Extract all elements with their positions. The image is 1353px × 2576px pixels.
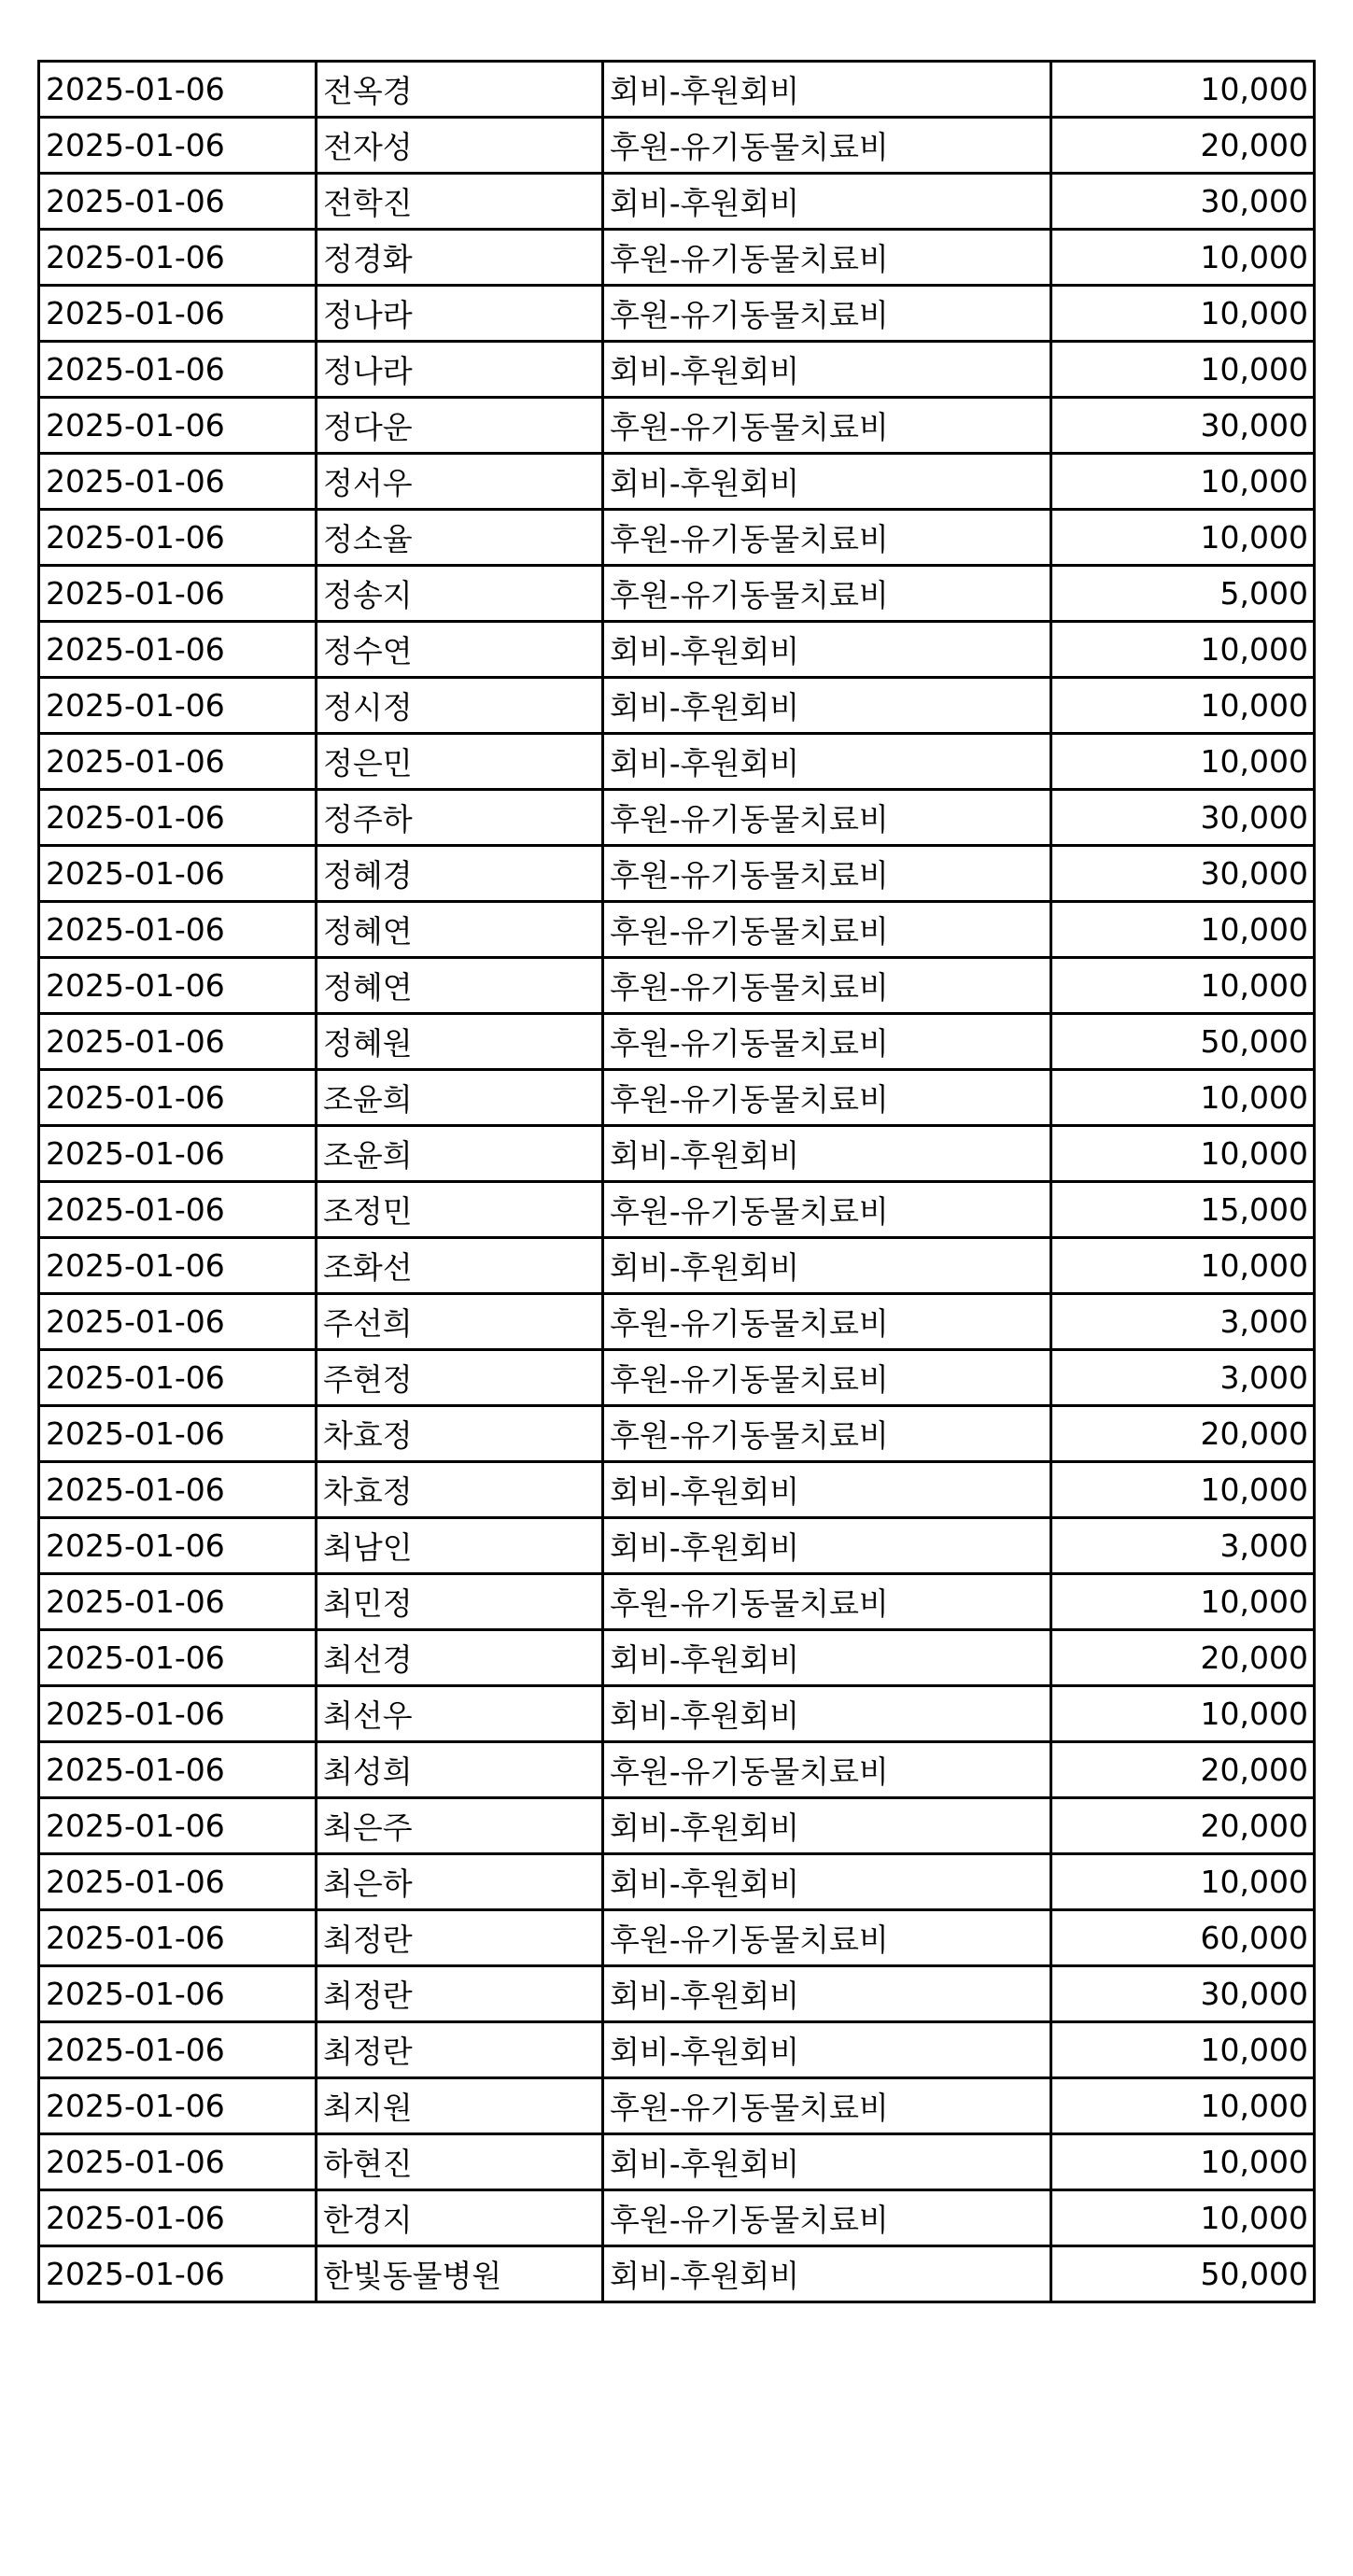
amount-cell: 20,000	[1051, 1798, 1315, 1854]
type-cell: 후원-유기동물치료비	[603, 1014, 1051, 1070]
amount-cell: 10,000	[1051, 678, 1315, 734]
name-cell: 정송지	[317, 566, 603, 622]
table-row	[39, 2190, 1315, 2246]
name-cell: 최선우	[317, 1686, 603, 1742]
name-cell: 주현정	[317, 1350, 603, 1406]
amount-cell: 50,000	[1051, 2246, 1315, 2302]
date-cell: 2025-01-06	[39, 398, 317, 454]
amount-cell: 10,000	[1051, 1238, 1315, 1294]
amount-cell: 10,000	[1051, 1686, 1315, 1742]
table-row	[39, 566, 1315, 622]
type-cell: 후원-유기동물치료비	[603, 1742, 1051, 1798]
type-cell: 회비-후원회비	[603, 174, 1051, 230]
date-cell: 2025-01-06	[39, 1182, 317, 1238]
name-cell: 정혜연	[317, 958, 603, 1014]
table-row	[39, 1014, 1315, 1070]
amount-cell: 30,000	[1051, 846, 1315, 902]
date-cell: 2025-01-06	[39, 1014, 317, 1070]
date-cell: 2025-01-06	[39, 1910, 317, 1966]
date-cell: 2025-01-06	[39, 118, 317, 174]
amount-cell: 10,000	[1051, 1126, 1315, 1182]
amount-cell: 20,000	[1051, 1630, 1315, 1686]
table-row	[39, 1742, 1315, 1798]
type-cell: 후원-유기동물치료비	[603, 2190, 1051, 2246]
type-cell: 회비-후원회비	[603, 454, 1051, 510]
amount-cell: 20,000	[1051, 118, 1315, 174]
date-cell: 2025-01-06	[39, 454, 317, 510]
type-cell: 후원-유기동물치료비	[603, 566, 1051, 622]
date-cell: 2025-01-06	[39, 958, 317, 1014]
name-cell: 최정란	[317, 1966, 603, 2022]
type-cell: 회비-후원회비	[603, 1854, 1051, 1910]
type-cell: 회비-후원회비	[603, 2134, 1051, 2190]
amount-cell: 30,000	[1051, 1966, 1315, 2022]
table-row	[39, 230, 1315, 286]
type-cell: 회비-후원회비	[603, 1630, 1051, 1686]
date-cell: 2025-01-06	[39, 734, 317, 790]
type-cell: 회비-후원회비	[603, 734, 1051, 790]
table-row	[39, 510, 1315, 566]
type-cell: 후원-유기동물치료비	[603, 1294, 1051, 1350]
date-cell: 2025-01-06	[39, 2078, 317, 2134]
date-cell: 2025-01-06	[39, 1574, 317, 1630]
amount-cell: 10,000	[1051, 2190, 1315, 2246]
amount-cell: 10,000	[1051, 230, 1315, 286]
type-cell: 회비-후원회비	[603, 1462, 1051, 1518]
name-cell: 한경지	[317, 2190, 603, 2246]
type-cell: 후원-유기동물치료비	[603, 790, 1051, 846]
amount-cell: 10,000	[1051, 1574, 1315, 1630]
type-cell: 후원-유기동물치료비	[603, 510, 1051, 566]
table-row	[39, 286, 1315, 342]
name-cell: 정주하	[317, 790, 603, 846]
date-cell: 2025-01-06	[39, 510, 317, 566]
type-cell: 회비-후원회비	[603, 2022, 1051, 2078]
date-cell: 2025-01-06	[39, 1126, 317, 1182]
amount-cell: 20,000	[1051, 1406, 1315, 1462]
table-row	[39, 1910, 1315, 1966]
amount-cell: 30,000	[1051, 790, 1315, 846]
amount-cell: 3,000	[1051, 1294, 1315, 1350]
amount-cell: 30,000	[1051, 174, 1315, 230]
table-row	[39, 118, 1315, 174]
name-cell: 최지원	[317, 2078, 603, 2134]
table-row	[39, 62, 1315, 118]
date-cell: 2025-01-06	[39, 902, 317, 958]
table-row	[39, 846, 1315, 902]
name-cell: 주선희	[317, 1294, 603, 1350]
amount-cell: 3,000	[1051, 1350, 1315, 1406]
name-cell: 정다운	[317, 398, 603, 454]
type-cell: 후원-유기동물치료비	[603, 1910, 1051, 1966]
amount-cell: 10,000	[1051, 1070, 1315, 1126]
type-cell: 회비-후원회비	[603, 1686, 1051, 1742]
type-cell: 후원-유기동물치료비	[603, 230, 1051, 286]
table-row	[39, 1126, 1315, 1182]
date-cell: 2025-01-06	[39, 1854, 317, 1910]
name-cell: 정서우	[317, 454, 603, 510]
table-row	[39, 2134, 1315, 2190]
date-cell: 2025-01-06	[39, 1742, 317, 1798]
table-row	[39, 1294, 1315, 1350]
type-cell: 후원-유기동물치료비	[603, 1350, 1051, 1406]
name-cell: 정나라	[317, 286, 603, 342]
table-row	[39, 2022, 1315, 2078]
type-cell: 회비-후원회비	[603, 1518, 1051, 1574]
amount-cell: 10,000	[1051, 62, 1315, 118]
table-row	[39, 2246, 1315, 2302]
amount-cell: 10,000	[1051, 622, 1315, 678]
table-row	[39, 678, 1315, 734]
type-cell: 회비-후원회비	[603, 622, 1051, 678]
date-cell: 2025-01-06	[39, 2134, 317, 2190]
name-cell: 한빛동물병원	[317, 2246, 603, 2302]
date-cell: 2025-01-06	[39, 1518, 317, 1574]
amount-cell: 10,000	[1051, 2022, 1315, 2078]
table-row	[39, 174, 1315, 230]
date-cell: 2025-01-06	[39, 678, 317, 734]
type-cell: 후원-유기동물치료비	[603, 1406, 1051, 1462]
date-cell: 2025-01-06	[39, 1630, 317, 1686]
type-cell: 후원-유기동물치료비	[603, 958, 1051, 1014]
table-row	[39, 958, 1315, 1014]
name-cell: 정경화	[317, 230, 603, 286]
date-cell: 2025-01-06	[39, 1238, 317, 1294]
table-row	[39, 1238, 1315, 1294]
amount-cell: 30,000	[1051, 398, 1315, 454]
name-cell: 조윤희	[317, 1126, 603, 1182]
date-cell: 2025-01-06	[39, 286, 317, 342]
date-cell: 2025-01-06	[39, 342, 317, 398]
type-cell: 후원-유기동물치료비	[603, 118, 1051, 174]
name-cell: 최은하	[317, 1854, 603, 1910]
name-cell: 최정란	[317, 2022, 603, 2078]
name-cell: 전자성	[317, 118, 603, 174]
date-cell: 2025-01-06	[39, 62, 317, 118]
name-cell: 정혜원	[317, 1014, 603, 1070]
amount-cell: 60,000	[1051, 1910, 1315, 1966]
name-cell: 정소율	[317, 510, 603, 566]
amount-cell: 5,000	[1051, 566, 1315, 622]
date-cell: 2025-01-06	[39, 1350, 317, 1406]
name-cell: 조윤희	[317, 1070, 603, 1126]
amount-cell: 10,000	[1051, 454, 1315, 510]
type-cell: 후원-유기동물치료비	[603, 902, 1051, 958]
name-cell: 조정민	[317, 1182, 603, 1238]
table-row	[39, 1406, 1315, 1462]
name-cell: 전옥경	[317, 62, 603, 118]
name-cell: 최남인	[317, 1518, 603, 1574]
amount-cell: 10,000	[1051, 1854, 1315, 1910]
amount-cell: 10,000	[1051, 286, 1315, 342]
date-cell: 2025-01-06	[39, 2022, 317, 2078]
name-cell: 정시정	[317, 678, 603, 734]
name-cell: 최은주	[317, 1798, 603, 1854]
name-cell: 차효정	[317, 1462, 603, 1518]
table-row	[39, 1350, 1315, 1406]
donation-ledger-table	[37, 60, 1316, 2303]
type-cell: 회비-후원회비	[603, 1966, 1051, 2022]
name-cell: 조화선	[317, 1238, 603, 1294]
date-cell: 2025-01-06	[39, 2190, 317, 2246]
date-cell: 2025-01-06	[39, 1070, 317, 1126]
type-cell: 후원-유기동물치료비	[603, 1182, 1051, 1238]
date-cell: 2025-01-06	[39, 1406, 317, 1462]
name-cell: 최성희	[317, 1742, 603, 1798]
name-cell: 최선경	[317, 1630, 603, 1686]
table-row	[39, 1574, 1315, 1630]
type-cell: 후원-유기동물치료비	[603, 2078, 1051, 2134]
date-cell: 2025-01-06	[39, 1294, 317, 1350]
date-cell: 2025-01-06	[39, 1798, 317, 1854]
type-cell: 회비-후원회비	[603, 62, 1051, 118]
amount-cell: 10,000	[1051, 1462, 1315, 1518]
table-row	[39, 1966, 1315, 2022]
type-cell: 후원-유기동물치료비	[603, 1070, 1051, 1126]
type-cell: 후원-유기동물치료비	[603, 398, 1051, 454]
date-cell: 2025-01-06	[39, 790, 317, 846]
date-cell: 2025-01-06	[39, 230, 317, 286]
table-row	[39, 1462, 1315, 1518]
name-cell: 정수연	[317, 622, 603, 678]
date-cell: 2025-01-06	[39, 1966, 317, 2022]
table-row	[39, 398, 1315, 454]
table-row	[39, 622, 1315, 678]
date-cell: 2025-01-06	[39, 1686, 317, 1742]
amount-cell: 10,000	[1051, 2078, 1315, 2134]
date-cell: 2025-01-06	[39, 1462, 317, 1518]
date-cell: 2025-01-06	[39, 566, 317, 622]
table-row	[39, 1070, 1315, 1126]
table-row	[39, 1518, 1315, 1574]
type-cell: 회비-후원회비	[603, 1126, 1051, 1182]
donation-ledger-sheet	[37, 60, 1313, 2303]
name-cell: 차효정	[317, 1406, 603, 1462]
name-cell: 정은민	[317, 734, 603, 790]
type-cell: 회비-후원회비	[603, 678, 1051, 734]
name-cell: 최민정	[317, 1574, 603, 1630]
table-row	[39, 790, 1315, 846]
type-cell: 후원-유기동물치료비	[603, 846, 1051, 902]
amount-cell: 10,000	[1051, 734, 1315, 790]
amount-cell: 20,000	[1051, 1742, 1315, 1798]
amount-cell: 10,000	[1051, 342, 1315, 398]
date-cell: 2025-01-06	[39, 2246, 317, 2302]
type-cell: 회비-후원회비	[603, 2246, 1051, 2302]
table-row	[39, 1182, 1315, 1238]
amount-cell: 10,000	[1051, 958, 1315, 1014]
ledger-body	[39, 62, 1315, 2302]
amount-cell: 10,000	[1051, 2134, 1315, 2190]
table-row	[39, 1854, 1315, 1910]
table-row	[39, 734, 1315, 790]
table-row	[39, 1798, 1315, 1854]
type-cell: 후원-유기동물치료비	[603, 1574, 1051, 1630]
date-cell: 2025-01-06	[39, 622, 317, 678]
table-row	[39, 342, 1315, 398]
amount-cell: 50,000	[1051, 1014, 1315, 1070]
name-cell: 정나라	[317, 342, 603, 398]
table-row	[39, 1630, 1315, 1686]
name-cell: 최정란	[317, 1910, 603, 1966]
name-cell: 정혜연	[317, 902, 603, 958]
date-cell: 2025-01-06	[39, 846, 317, 902]
table-row	[39, 2078, 1315, 2134]
table-row	[39, 454, 1315, 510]
name-cell: 전학진	[317, 174, 603, 230]
amount-cell: 3,000	[1051, 1518, 1315, 1574]
type-cell: 회비-후원회비	[603, 1238, 1051, 1294]
amount-cell: 10,000	[1051, 510, 1315, 566]
type-cell: 회비-후원회비	[603, 1798, 1051, 1854]
name-cell: 하현진	[317, 2134, 603, 2190]
table-row	[39, 1686, 1315, 1742]
amount-cell: 10,000	[1051, 902, 1315, 958]
amount-cell: 15,000	[1051, 1182, 1315, 1238]
type-cell: 후원-유기동물치료비	[603, 286, 1051, 342]
table-row	[39, 902, 1315, 958]
name-cell: 정혜경	[317, 846, 603, 902]
date-cell: 2025-01-06	[39, 174, 317, 230]
type-cell: 회비-후원회비	[603, 342, 1051, 398]
